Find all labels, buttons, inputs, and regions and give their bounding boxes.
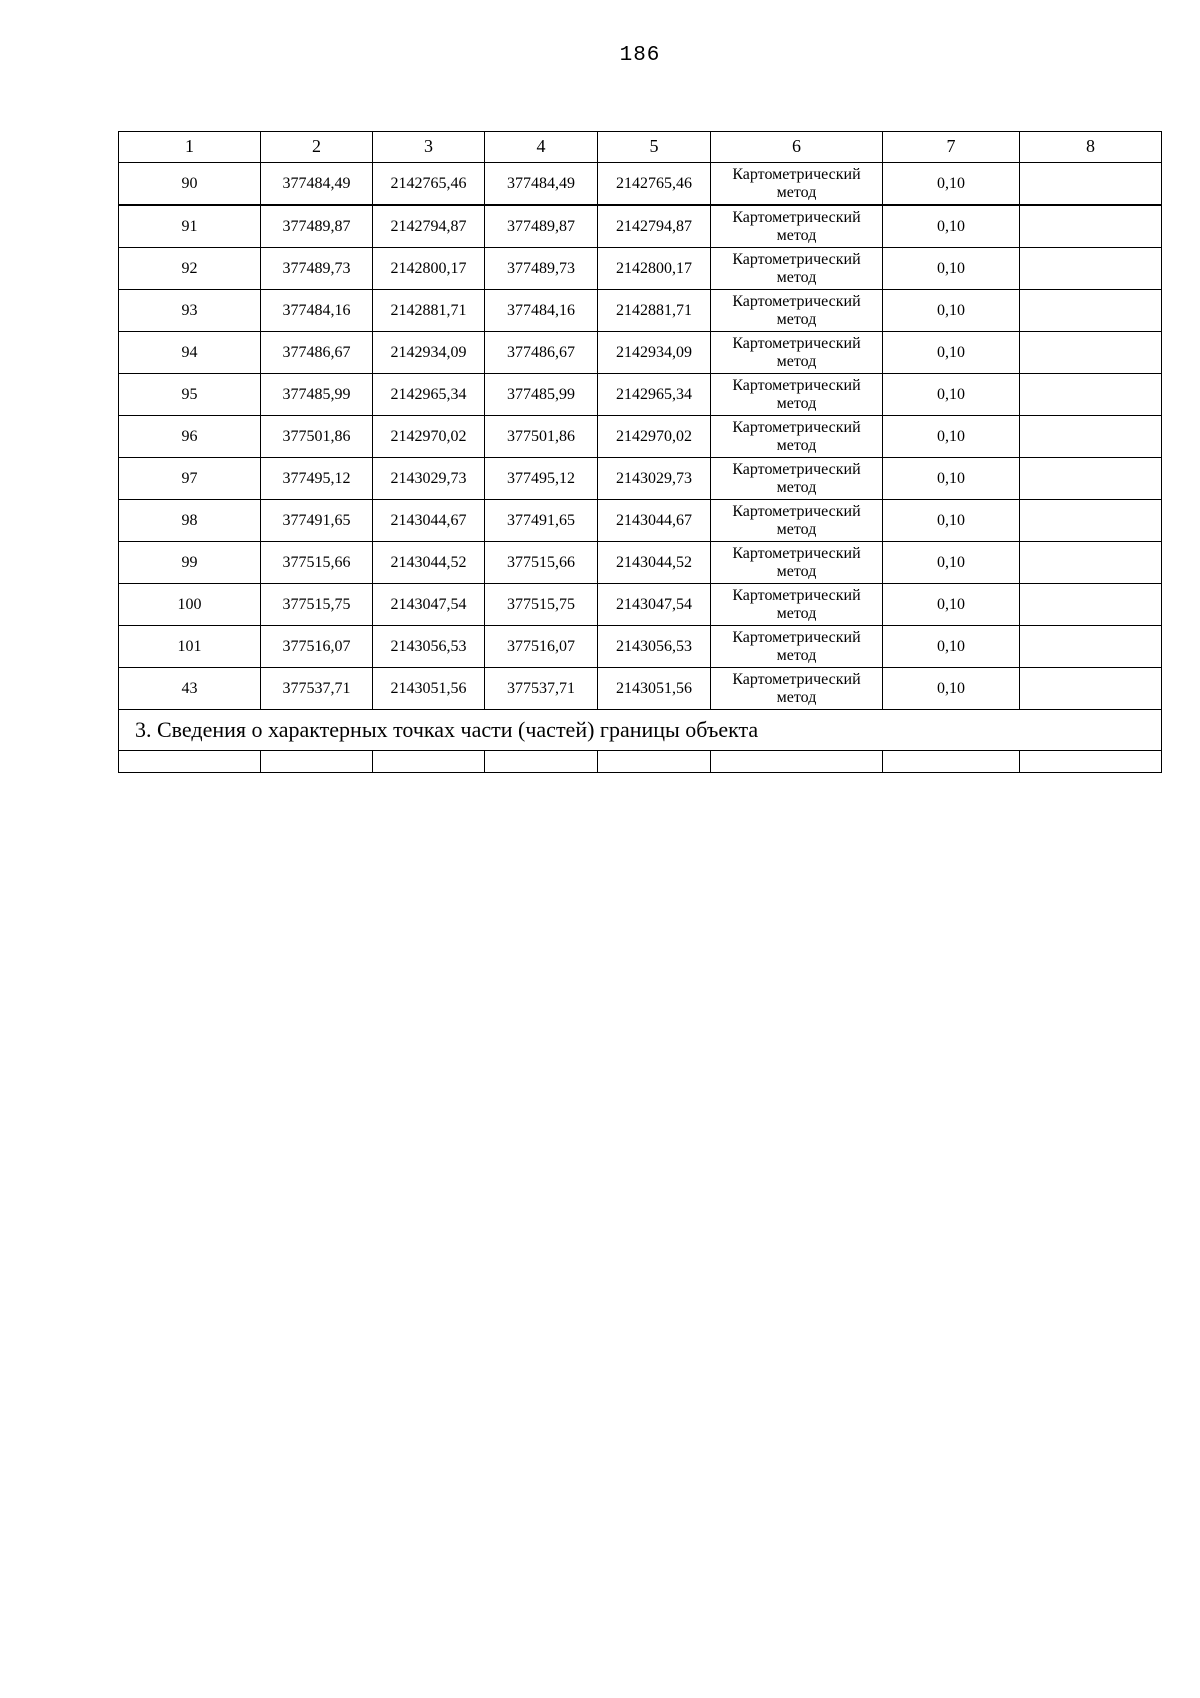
- point-number-cell: 96: [119, 416, 261, 458]
- accuracy-cell: 0,10: [883, 626, 1020, 668]
- method-text: метод: [776, 646, 817, 664]
- y-coordinate-cell: 2143056,53: [598, 626, 711, 668]
- method-text: Картометрический: [732, 460, 861, 478]
- method-text: метод: [776, 562, 817, 580]
- table-row: [119, 163, 1162, 206]
- empty-row: [119, 751, 1162, 773]
- method-text: Картометрический: [732, 544, 861, 562]
- method-cell: [711, 374, 883, 416]
- method-cell: [711, 290, 883, 332]
- x-coordinate-cell: 377491,65: [261, 500, 373, 542]
- y-coordinate-cell: 2142800,17: [598, 248, 711, 290]
- note-cell: [1020, 542, 1162, 584]
- y-coordinate-cell: 2142794,87: [373, 205, 485, 248]
- method-text: Картометрический: [732, 292, 861, 310]
- x-coordinate-cell: 377515,75: [485, 584, 598, 626]
- x-coordinate-cell: 377489,73: [261, 248, 373, 290]
- x-coordinate-cell: 377515,66: [485, 542, 598, 584]
- column-header: 1: [119, 132, 261, 163]
- y-coordinate-cell: 2142881,71: [373, 290, 485, 332]
- method-text: метод: [776, 688, 817, 706]
- note-cell: [1020, 584, 1162, 626]
- x-coordinate-cell: 377486,67: [485, 332, 598, 374]
- y-coordinate-cell: 2143044,52: [373, 542, 485, 584]
- method-cell: [711, 416, 883, 458]
- table-row: [119, 374, 1162, 416]
- x-coordinate-cell: 377501,86: [261, 416, 373, 458]
- point-number-cell: 101: [119, 626, 261, 668]
- x-coordinate-cell: 377489,87: [485, 205, 598, 248]
- point-number-cell: 99: [119, 542, 261, 584]
- x-coordinate-cell: 377484,16: [261, 290, 373, 332]
- point-number-cell: 93: [119, 290, 261, 332]
- note-cell: [1020, 290, 1162, 332]
- accuracy-cell: 0,10: [883, 668, 1020, 710]
- method-cell: [711, 500, 883, 542]
- method-text: Картометрический: [732, 628, 861, 646]
- y-coordinate-cell: 2142965,34: [598, 374, 711, 416]
- method-text: метод: [776, 226, 817, 244]
- y-coordinate-cell: 2143047,54: [373, 584, 485, 626]
- method-cell: [711, 332, 883, 374]
- note-cell: [1020, 458, 1162, 500]
- y-coordinate-cell: 2143051,56: [598, 668, 711, 710]
- x-coordinate-cell: 377484,49: [485, 163, 598, 206]
- y-coordinate-cell: 2142970,02: [598, 416, 711, 458]
- method-cell: [711, 626, 883, 668]
- method-text: метод: [776, 394, 817, 412]
- point-number-cell: 94: [119, 332, 261, 374]
- x-coordinate-cell: 377495,12: [261, 458, 373, 500]
- table-row: [119, 458, 1162, 500]
- method-cell: [711, 205, 883, 248]
- method-text: Картометрический: [732, 670, 861, 688]
- x-coordinate-cell: 377486,67: [261, 332, 373, 374]
- empty-cell: [883, 751, 1020, 773]
- method-cell: [711, 542, 883, 584]
- method-text: метод: [776, 520, 817, 538]
- empty-cell: [119, 751, 261, 773]
- empty-cell: [1020, 751, 1162, 773]
- accuracy-cell: 0,10: [883, 458, 1020, 500]
- method-text: Картометрический: [732, 376, 861, 394]
- table-row: [119, 332, 1162, 374]
- method-text: метод: [776, 604, 817, 622]
- y-coordinate-cell: 2143051,56: [373, 668, 485, 710]
- note-cell: [1020, 163, 1162, 206]
- x-coordinate-cell: 377516,07: [485, 626, 598, 668]
- note-cell: [1020, 332, 1162, 374]
- point-number-cell: 98: [119, 500, 261, 542]
- accuracy-cell: 0,10: [883, 163, 1020, 206]
- note-cell: [1020, 416, 1162, 458]
- y-coordinate-cell: 2142970,02: [373, 416, 485, 458]
- point-number-cell: 43: [119, 668, 261, 710]
- note-cell: [1020, 205, 1162, 248]
- table-row: [119, 584, 1162, 626]
- empty-cell: [485, 751, 598, 773]
- point-number-cell: 92: [119, 248, 261, 290]
- method-text: метод: [776, 478, 817, 496]
- accuracy-cell: 0,10: [883, 374, 1020, 416]
- accuracy-cell: 0,10: [883, 248, 1020, 290]
- y-coordinate-cell: 2142794,87: [598, 205, 711, 248]
- note-cell: [1020, 248, 1162, 290]
- method-text: Картометрический: [732, 586, 861, 604]
- y-coordinate-cell: 2142934,09: [373, 332, 485, 374]
- note-cell: [1020, 626, 1162, 668]
- method-text: метод: [776, 183, 817, 201]
- accuracy-cell: 0,10: [883, 290, 1020, 332]
- y-coordinate-cell: 2142765,46: [598, 163, 711, 206]
- coordinates-table: [118, 131, 1162, 773]
- table-row: [119, 542, 1162, 584]
- x-coordinate-cell: 377484,49: [261, 163, 373, 206]
- x-coordinate-cell: 377489,87: [261, 205, 373, 248]
- method-text: Картометрический: [732, 165, 861, 183]
- y-coordinate-cell: 2143056,53: [373, 626, 485, 668]
- x-coordinate-cell: 377484,16: [485, 290, 598, 332]
- header-row: [119, 132, 1162, 163]
- table-row: [119, 290, 1162, 332]
- accuracy-cell: 0,10: [883, 416, 1020, 458]
- point-number-cell: 90: [119, 163, 261, 206]
- column-header: 5: [598, 132, 711, 163]
- y-coordinate-cell: 2142765,46: [373, 163, 485, 206]
- section-title-row: [119, 710, 1162, 751]
- x-coordinate-cell: 377516,07: [261, 626, 373, 668]
- y-coordinate-cell: 2143047,54: [598, 584, 711, 626]
- method-text: метод: [776, 310, 817, 328]
- x-coordinate-cell: 377495,12: [485, 458, 598, 500]
- method-text: метод: [776, 268, 817, 286]
- note-cell: [1020, 374, 1162, 416]
- column-header: 4: [485, 132, 598, 163]
- point-number-cell: 100: [119, 584, 261, 626]
- method-cell: [711, 163, 883, 206]
- method-text: Картометрический: [732, 250, 861, 268]
- x-coordinate-cell: 377515,75: [261, 584, 373, 626]
- method-text: Картометрический: [732, 502, 861, 520]
- x-coordinate-cell: 377485,99: [261, 374, 373, 416]
- y-coordinate-cell: 2143044,67: [373, 500, 485, 542]
- table-row: [119, 668, 1162, 710]
- y-coordinate-cell: 2143029,73: [598, 458, 711, 500]
- x-coordinate-cell: 377485,99: [485, 374, 598, 416]
- method-cell: [711, 248, 883, 290]
- empty-cell: [598, 751, 711, 773]
- column-header: 6: [711, 132, 883, 163]
- note-cell: [1020, 500, 1162, 542]
- y-coordinate-cell: 2142800,17: [373, 248, 485, 290]
- y-coordinate-cell: 2142965,34: [373, 374, 485, 416]
- y-coordinate-cell: 2143044,67: [598, 500, 711, 542]
- method-cell: [711, 668, 883, 710]
- y-coordinate-cell: 2142881,71: [598, 290, 711, 332]
- page-number: 186: [619, 44, 661, 67]
- x-coordinate-cell: 377491,65: [485, 500, 598, 542]
- accuracy-cell: 0,10: [883, 205, 1020, 248]
- accuracy-cell: 0,10: [883, 332, 1020, 374]
- method-text: метод: [776, 352, 817, 370]
- x-coordinate-cell: 377537,71: [261, 668, 373, 710]
- method-cell: [711, 584, 883, 626]
- accuracy-cell: 0,10: [883, 500, 1020, 542]
- table-row: [119, 205, 1162, 248]
- table-row: [119, 626, 1162, 668]
- column-header: 7: [883, 132, 1020, 163]
- y-coordinate-cell: 2143044,52: [598, 542, 711, 584]
- method-text: Картометрический: [732, 208, 861, 226]
- column-header: 2: [261, 132, 373, 163]
- method-cell: [711, 458, 883, 500]
- point-number-cell: 95: [119, 374, 261, 416]
- y-coordinate-cell: 2143029,73: [373, 458, 485, 500]
- method-text: Картометрический: [732, 418, 861, 436]
- empty-cell: [261, 751, 373, 773]
- empty-cell: [373, 751, 485, 773]
- y-coordinate-cell: 2142934,09: [598, 332, 711, 374]
- section-title: 3. Сведения о характерных точках части (частей) границы объекта: [119, 710, 1162, 751]
- note-cell: [1020, 668, 1162, 710]
- x-coordinate-cell: 377537,71: [485, 668, 598, 710]
- table-row: [119, 248, 1162, 290]
- column-header: 3: [373, 132, 485, 163]
- point-number-cell: 91: [119, 205, 261, 248]
- accuracy-cell: 0,10: [883, 542, 1020, 584]
- accuracy-cell: 0,10: [883, 584, 1020, 626]
- empty-cell: [711, 751, 883, 773]
- method-text: Картометрический: [732, 334, 861, 352]
- point-number-cell: 97: [119, 458, 261, 500]
- table-row: [119, 416, 1162, 458]
- table-row: [119, 500, 1162, 542]
- column-header: 8: [1020, 132, 1162, 163]
- x-coordinate-cell: 377489,73: [485, 248, 598, 290]
- x-coordinate-cell: 377515,66: [261, 542, 373, 584]
- method-text: метод: [776, 436, 817, 454]
- x-coordinate-cell: 377501,86: [485, 416, 598, 458]
